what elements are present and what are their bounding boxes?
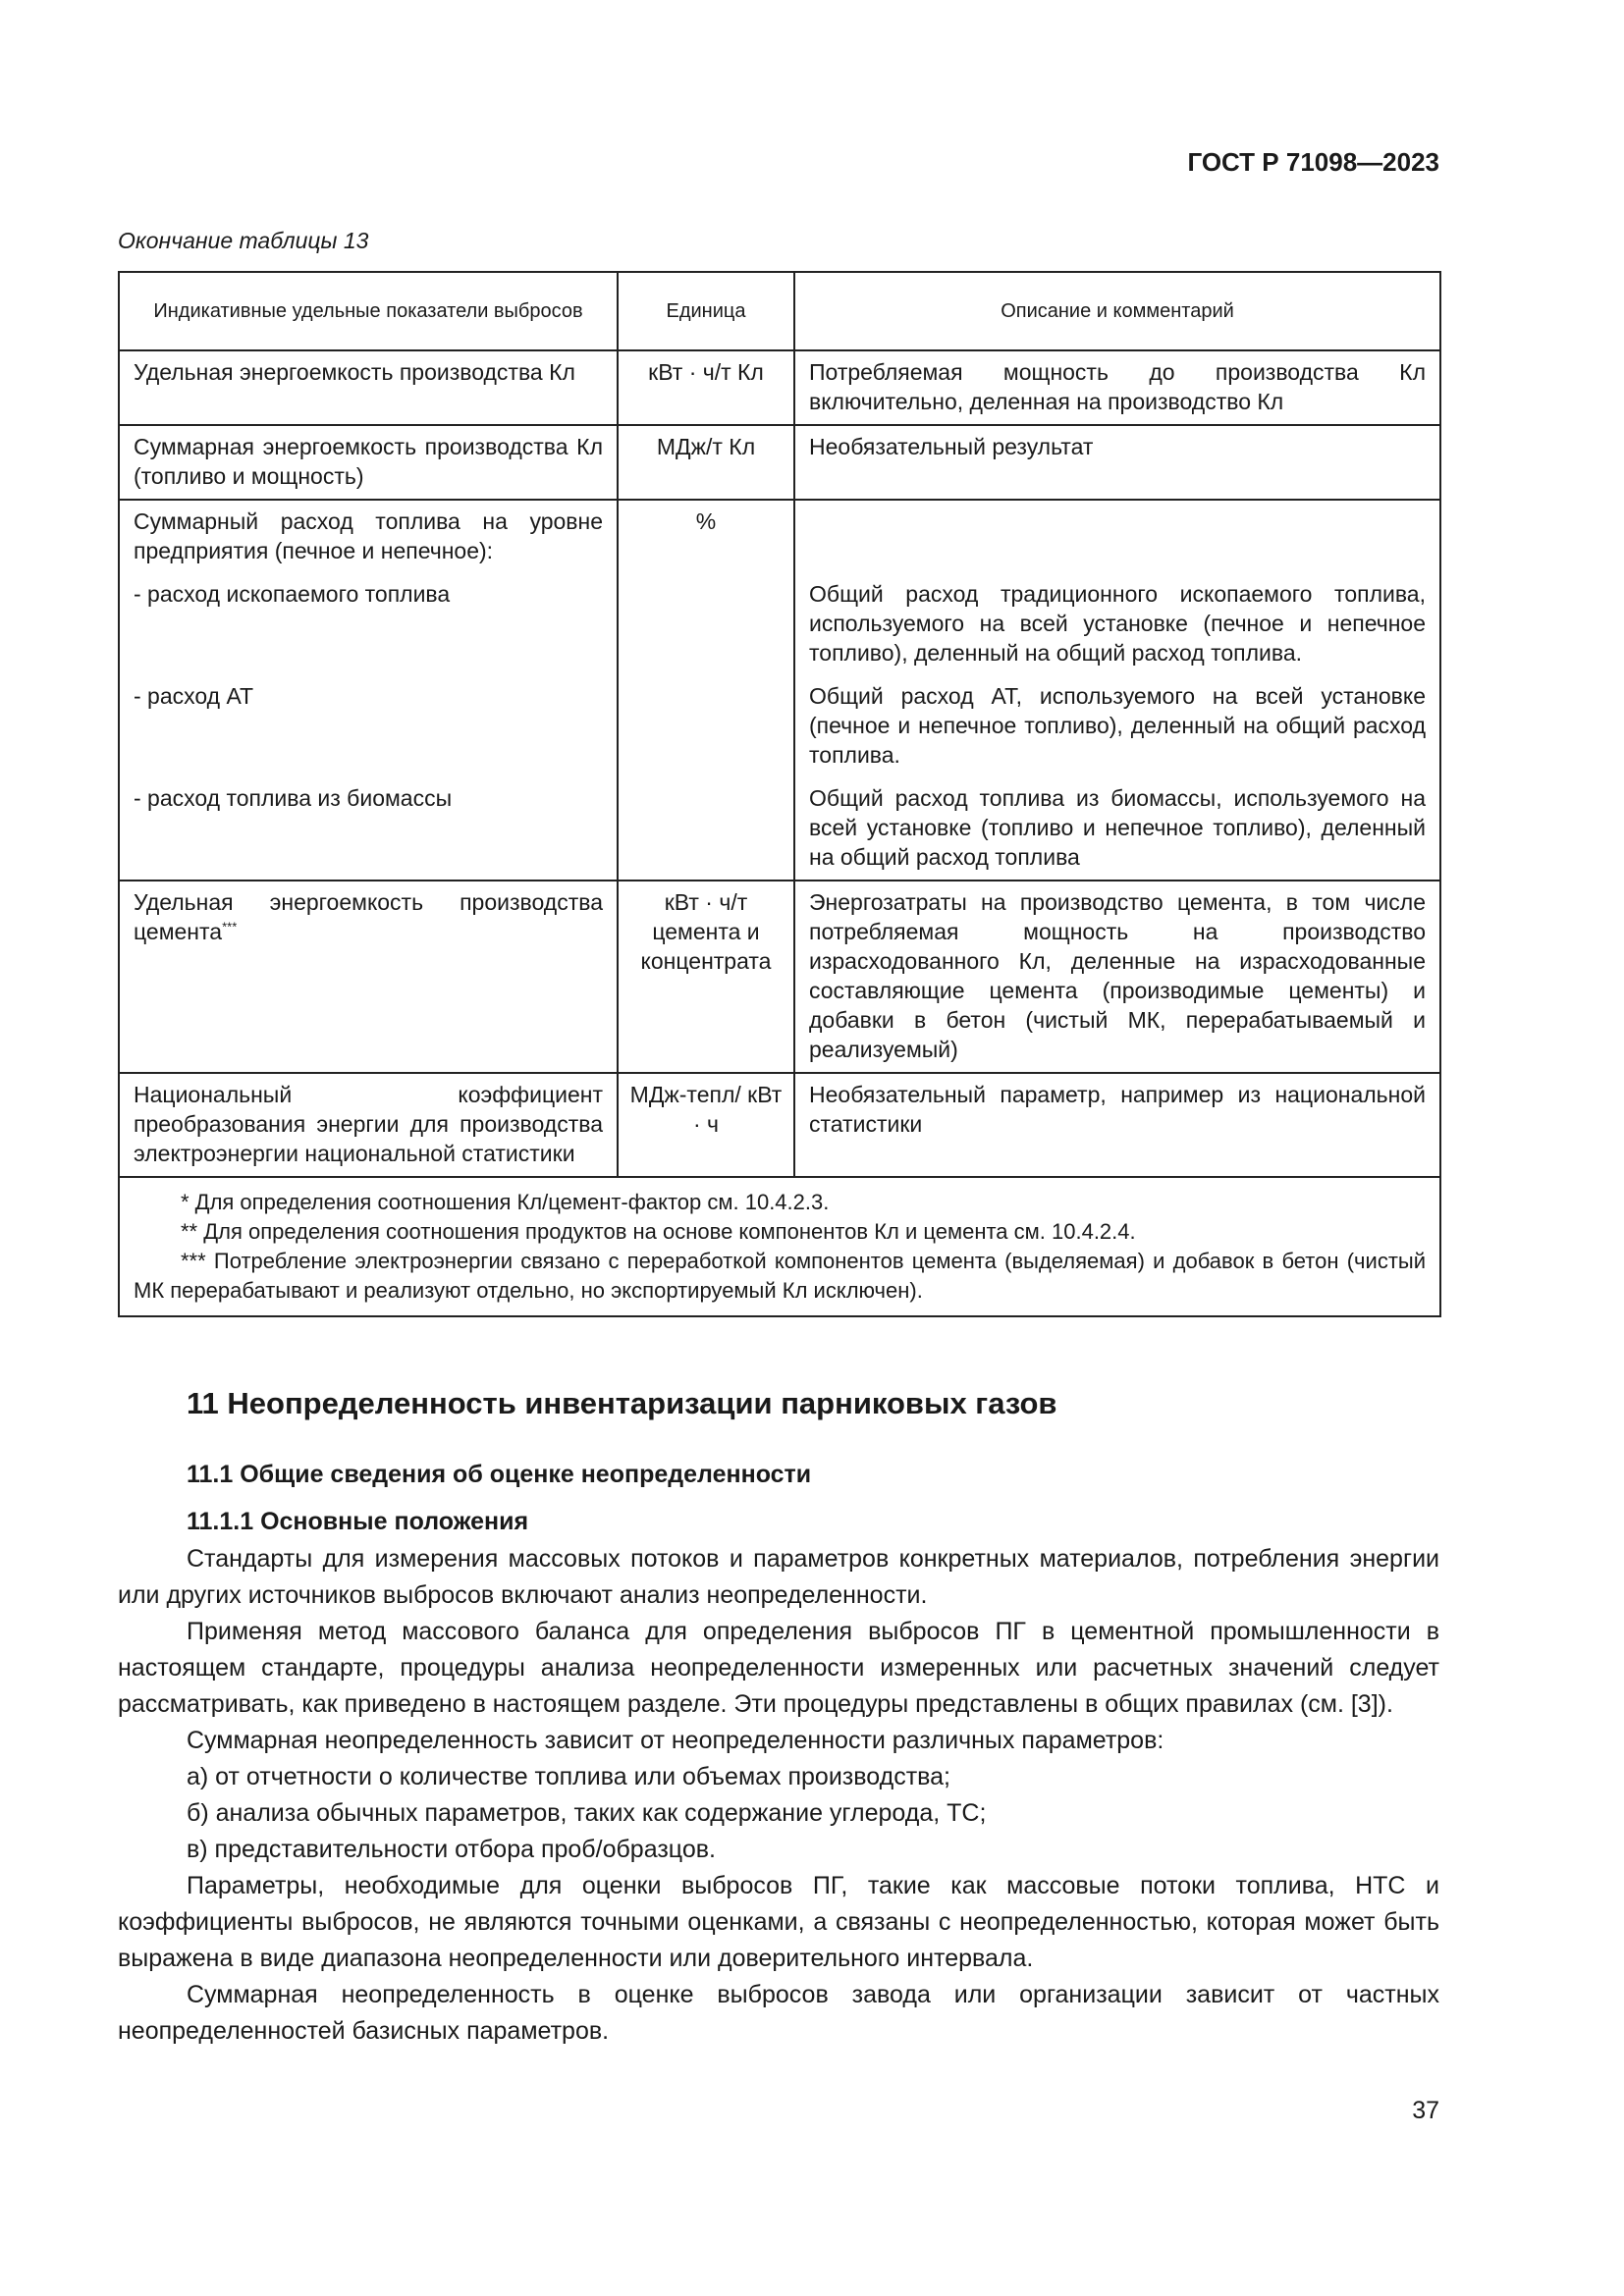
unit-cell: кВт · ч/т Кл [618,350,794,425]
page-number: 37 [1412,2097,1439,2124]
indicator-cell [119,500,618,881]
table-footnotes-row [119,1177,1440,1316]
sub-item-biomass: - расход топлива из биомассы [134,785,453,811]
indicator-cell: Суммарная энергоемкость производства Кл (топливо и мощность) [119,425,618,500]
desc-biomass: Общий расход топлива из биомассы, используемого на всей установке (топливо и непечное топливо), деленный на общий расход топлива [809,785,1426,870]
footnote-mark: *** [222,919,238,934]
description-cell: Энергозатраты на производство цемента, в том числе потребляемая мощность на производство израсходованного Кл, деленные на израсходованные составляющие цемента (производимые цементы) и добавки в бетон (чистый МК, перерабатываемый и реализуемый) [794,881,1440,1073]
table-row [119,881,1440,1073]
sub-item-at: - расход АТ [134,683,254,709]
indicator-text: Суммарный расход топлива на уровне предприятия (печное и непечное): [134,508,603,563]
indicators-table [118,271,1439,1317]
subsection-title: 11.1 Общие сведения об оценке неопределенности [187,1461,812,1488]
paragraph: Параметры, необходимые для оценки выбросов ПГ, такие как массовые потоки топлива, НТС и коэффициенты выбросов, не являются точными оценками, а связаны с неопределенностью, которая может быть выражена в виде диапазона неопределенности или доверительного интервала. [118,1872,1439,1972]
table-row [119,425,1440,500]
unit-cell: МДж-тепл/ кВт · ч [618,1073,794,1177]
table-row [119,1073,1440,1177]
description-cell: Необязательный параметр, например из национальной статистики [794,1073,1440,1177]
table-caption: Окончание таблицы 13 [118,228,369,253]
list-item: в) представительности отбора проб/образцов. [187,1836,716,1863]
unit-cell: кВт · ч/т цемента и концентрата [618,881,794,1073]
paragraph: Стандарты для измерения массовых потоков и параметров конкретных материалов, потребления энергии или других источников выбросов включают анализ неопределенности. [118,1545,1439,1609]
indicator-cell: Национальный коэффициент преобразования энергии для производства электроэнергии национальной статистики [119,1073,618,1177]
desc-fossil: Общий расход традиционного ископаемого топлива, используемого на всей установке (печное и непечное топливо), деленный на общий расход топлива. [809,581,1426,666]
list-item: а) от отчетности о количестве топлива или объемах производства; [187,1763,951,1790]
footnote-2: ** Для определения соотношения продуктов на основе компонентов Кл и цемента см. 10.4.2.4. [181,1219,1136,1244]
list-item: б) анализа обычных параметров, таких как содержание углерода, ТС; [187,1799,987,1827]
description-cell [794,500,1440,881]
body-text [118,1541,1439,2050]
table-header-row [119,272,1440,350]
sub-item-fossil: - расход ископаемого топлива [134,581,451,607]
document-id: ГОСТ Р 71098—2023 [1187,147,1439,177]
subsubsection-title: 11.1.1 Основные положения [187,1508,529,1535]
indicator-text: Удельная энергоемкость производства цемента [134,889,603,944]
indicator-cell: Удельная энергоемкость производства Кл [119,350,618,425]
unit-cell: МДж/т Кл [618,425,794,500]
paragraph: Суммарная неопределенность зависит от неопределенности различных параметров: [187,1727,1164,1754]
paragraph: Применяя метод массового баланса для определения выбросов ПГ в цементной промышленности в настоящем стандарте, процедуры анализа неопределенности измеренных или расчетных значений следует рассматривать, как приведено в настоящем разделе. Эти процедуры представлены в общих правилах (см. [3]). [118,1618,1439,1718]
indicator-cell [119,881,618,1073]
column-header-unit: Единица [618,272,794,350]
desc-at: Общий расход АТ, используемого на всей установке (печное и непечное топливо), деленный на общий расход топлива. [809,683,1426,768]
table-row [119,500,1440,881]
description-cell: Потребляемая мощность до производства Кл включительно, деленная на производство Кл [794,350,1440,425]
footnote-3: *** Потребление электроэнергии связано с переработкой компонентов цемента (выделяемая) и добавок в бетон (чистый МК перерабатывают и реализуют отдельно, но экспортируемый Кл исключен). [134,1249,1426,1303]
section-title: 11 Неопределенность инвентаризации парниковых газов [187,1386,1057,1420]
unit-cell: % [618,500,794,881]
footnote-1: * Для определения соотношения Кл/цемент-фактор см. 10.4.2.3. [181,1190,830,1214]
table-row [119,350,1440,425]
column-header-indicator: Индикативные удельные показатели выбросов [119,272,618,350]
description-cell: Необязательный результат [794,425,1440,500]
footnotes-cell [119,1177,1440,1316]
paragraph: Суммарная неопределенность в оценке выбросов завода или организации зависит от частных неопределенностей базисных параметров. [118,1981,1439,2045]
column-header-description: Описание и комментарий [794,272,1440,350]
